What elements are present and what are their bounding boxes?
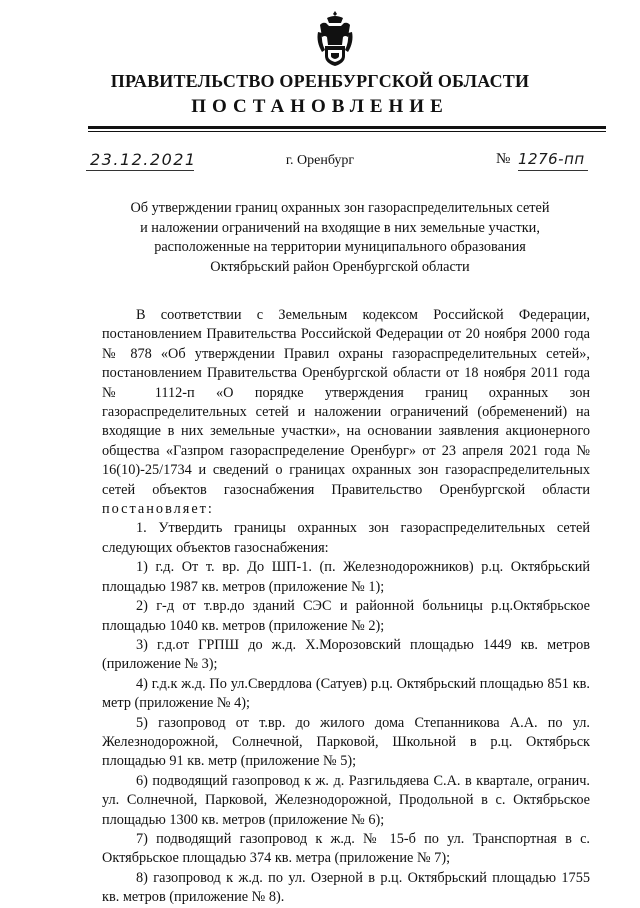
number-field <box>518 149 588 173</box>
list-item: 6) подводящий газопровод к ж. д. Разгильдяева С.А. в квартале, огранич. ул. Солнечной, Парковой, Железнодорожной, Продольной в с. Октябрьское площадью 1300 кв. метров (приложение № 6); <box>102 772 590 828</box>
list-item: 4) г.д.к ж.д. По ул.Свердлова (Сатуев) р.ц. Октябрьский площадью 851 кв. метр (приложение № 4); <box>102 675 590 712</box>
date-underline <box>86 170 194 171</box>
preamble-text: В соответствии с Земельным кодексом Российской Федерации, постановлением Правительства Российской Федерации от 20 ноября 2000 года № 878 «Об утверждении Правил охраны газораспределительных сетей», постановлением Правительства Оренбургской области от 18 ноября 2011 года № 1112-п «О порядке утверждения границ охранных зон газораспределительных сетей и наложении ограничений (обременений) на входящие в них земельные участки», на основании заявления акционерного общества «Газпром газораспределение Оренбург» от 23 апреля 2021 года № 16(10)-25/1734 и сведений о границах охранных зон газораспределительных сетей объектов газоснабжения Правительство Оренбургской области <box>102 307 590 498</box>
city: г. Оренбург <box>285 153 355 168</box>
list-item: 2) г-д от т.вр.до зданий СЭС и районной больницы р.ц.Октябрьское площадью 1040 кв. метров (приложение № 2); <box>102 598 590 634</box>
subject-line: расположенные на территории муниципального образования <box>154 239 526 256</box>
coat-of-arms-icon <box>316 10 354 68</box>
subject-line: и наложении ограничений на входящие в них земельные участки, <box>140 219 540 236</box>
list-item: 8) газопровод к ж.д. по ул. Озерной в р.ц. Октябрьский площадью 1755 кв. метров (приложение № 8). <box>102 869 590 906</box>
header-rule-thick <box>88 126 606 129</box>
document-body <box>102 306 590 908</box>
preamble-paragraph <box>102 306 590 519</box>
document-number: 1276-пп <box>518 150 585 168</box>
header-rule-thin <box>88 131 606 132</box>
list-item: 1) г.д. От т. вр. До ШП-1. (п. Железнодорожников) р.ц. Октябрьский площадью 1987 кв. метров (приложение № 1); <box>102 559 590 595</box>
list-item: 3) г.д.от ГРПШ до ж.д. Х.Морозовский площадью 1449 кв. метров (приложение № 3); <box>102 636 590 673</box>
number-underline <box>518 170 588 171</box>
list-item: 5) газопровод от т.вр. до жилого дома Степанникова А.А. по ул. Железнодорожной, Солнечной, Парковой, Школьной в р.ц. Октябрьск площадью 91 кв. метр (приложение № 5); <box>102 714 590 770</box>
clause-1: 1. Утвердить границы охранных зон газораспределительных сетей следующих объектов газоснабжения: <box>102 520 590 556</box>
decision-word: постановляет: <box>102 501 214 518</box>
subject-line: Об утверждении границ охранных зон газораспределительных сетей <box>130 200 550 216</box>
subject-line: Октябрьский район Оренбургской области <box>210 258 470 275</box>
number-label: № <box>496 151 511 167</box>
document-type: ПОСТАНОВЛЕНИЕ <box>191 96 449 117</box>
list-item: 7) подводящий газопровод к ж.д. № 15-б по ул. Транспортная в с. Октябрьское площадью 374 кв. метра (приложение № 7); <box>102 830 590 867</box>
document-subject <box>100 199 580 277</box>
objects-list <box>102 558 590 907</box>
document-date: 23.12.2021 <box>90 150 197 169</box>
organization-name: ПРАВИТЕЛЬСТВО ОРЕНБУРГСКОЙ ОБЛАСТИ <box>110 71 530 91</box>
